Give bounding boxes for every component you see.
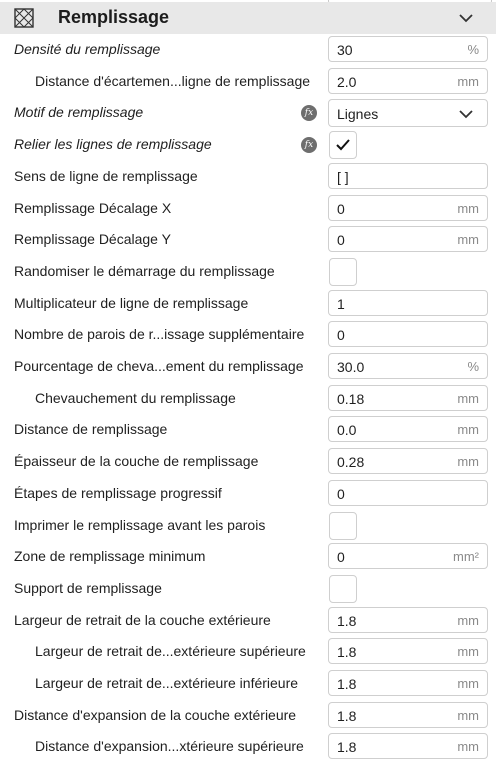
setting-unit: mm² (453, 549, 479, 565)
setting-value: 30 (337, 42, 353, 58)
setting-input[interactable] (328, 385, 488, 411)
setting-row-distance-d-expansion-xterieure-superieure (0, 731, 496, 763)
setting-input[interactable] (328, 36, 488, 62)
setting-label: Distance d'expansion...xtérieure supérieure (35, 738, 304, 755)
dropdown-value: Lignes (337, 106, 379, 123)
setting-label: Distance de remplissage (14, 421, 168, 438)
setting-row-distance-d-ecartemen-ligne-de-remplissage (0, 66, 496, 98)
setting-unit: mm (457, 73, 479, 89)
setting-unit: mm (457, 422, 479, 438)
section-title: Remplissage (58, 7, 170, 27)
setting-value: 30.0 (337, 359, 365, 375)
setting-value: 0 (337, 232, 345, 249)
setting-row-largeur-de-retrait-de-la-couche-exterieure (0, 605, 496, 637)
setting-row-nombre-de-parois-de-r-issage-supplementaire (0, 319, 496, 351)
setting-value: 1.8 (337, 707, 357, 724)
setting-input[interactable] (328, 68, 488, 94)
setting-label: Remplissage Décalage Y (14, 231, 171, 248)
setting-input[interactable] (328, 321, 488, 347)
setting-label: Largeur de retrait de...extérieure supérieure (35, 643, 306, 660)
setting-row-relier-les-lignes-de-remplissage (0, 129, 496, 161)
setting-row-imprimer-le-remplissage-avant-les-parois (0, 510, 496, 542)
setting-row-multiplicateur-de-ligne-de-remplissage (0, 288, 496, 320)
chevron-up-icon[interactable] (458, 12, 474, 24)
setting-label: Relier les lignes de remplissage (14, 136, 212, 153)
setting-input[interactable] (328, 353, 488, 379)
setting-label: Nombre de parois de r...issage supplémentaire (14, 326, 305, 343)
setting-dropdown[interactable] (328, 99, 488, 127)
setting-label: Support de remplissage (14, 579, 162, 596)
setting-row-sens-de-ligne-de-remplissage (0, 161, 496, 193)
setting-label: Zone de remplissage minimum (14, 548, 206, 565)
setting-row-largeur-de-retrait-de-exterieure-superieure (0, 636, 496, 668)
setting-label: Distance d'expansion de la couche extérieure (14, 706, 297, 723)
setting-value: 0 (337, 485, 345, 502)
setting-value: [ ] (337, 168, 349, 185)
setting-unit: mm (457, 612, 479, 628)
setting-input[interactable] (328, 480, 488, 506)
chevron-down-icon (459, 110, 473, 119)
setting-value: 1 (337, 295, 345, 312)
setting-checkbox[interactable] (329, 131, 357, 159)
setting-value: 0.0 (337, 422, 357, 439)
setting-unit: % (467, 42, 479, 57)
setting-label: Chevauchement du remplissage (35, 389, 236, 406)
setting-input[interactable] (328, 290, 488, 316)
setting-row-distance-de-remplissage (0, 414, 496, 446)
setting-value: 0.28 (337, 454, 365, 471)
setting-value: 2.0 (337, 73, 357, 90)
setting-input[interactable] (328, 416, 488, 442)
setting-input[interactable] (328, 195, 488, 221)
setting-label: Imprimer le remplissage avant les parois (14, 516, 266, 533)
setting-label: Largeur de retrait de...extérieure inférieure (35, 675, 299, 691)
setting-checkbox[interactable] (329, 258, 357, 286)
setting-label: Largeur de retrait de la couche extérieure (14, 611, 271, 628)
setting-value: 1.8 (337, 676, 357, 692)
setting-unit: mm (457, 644, 479, 660)
setting-unit: mm (457, 676, 479, 691)
section-header-infill[interactable] (0, 2, 496, 34)
setting-unit: mm (457, 390, 479, 406)
setting-value: 0 (337, 200, 345, 217)
setting-label: Randomiser le démarrage du remplissage (14, 262, 275, 279)
setting-unit: mm (457, 200, 479, 216)
setting-value: 0.18 (337, 390, 365, 407)
setting-row-motif-de-remplissage (0, 97, 496, 129)
setting-input[interactable] (328, 670, 488, 696)
setting-label: Sens de ligne de remplissage (14, 167, 198, 184)
setting-unit: mm (457, 739, 479, 755)
setting-row-etapes-de-remplissage-progressif (0, 478, 496, 510)
setting-input[interactable] (328, 543, 488, 569)
setting-value: 0 (337, 327, 345, 344)
function-icon[interactable]: fx (301, 105, 317, 121)
setting-label: Remplissage Décalage X (14, 199, 172, 216)
setting-row-chevauchement-du-remplissage (0, 383, 496, 415)
setting-value: 0 (337, 549, 345, 566)
setting-row-densite-du-remplissage (0, 34, 496, 66)
setting-row-distance-d-expansion-de-la-couche-exterieure (0, 700, 496, 732)
setting-value: 1.8 (337, 644, 357, 661)
setting-label: Pourcentage de cheva...ement du remplissage (14, 358, 304, 374)
setting-label: Densité du remplissage (14, 41, 161, 57)
setting-value: 1.8 (337, 612, 357, 629)
setting-row-support-de-remplissage (0, 573, 496, 605)
setting-unit: mm (457, 232, 479, 248)
setting-input[interactable] (328, 226, 488, 252)
function-icon[interactable]: fx (301, 137, 317, 153)
setting-unit: % (467, 359, 479, 374)
setting-input[interactable] (328, 448, 488, 474)
setting-row-epaisseur-de-la-couche-de-remplissage (0, 446, 496, 478)
setting-row-pourcentage-de-cheva-ement-du-remplissage (0, 351, 496, 383)
checkmark-icon (336, 139, 350, 151)
setting-label: Étapes de remplissage progressif (14, 484, 222, 501)
setting-row-remplissage-decalage-x (0, 193, 496, 225)
setting-label: Multiplicateur de ligne de remplissage (14, 294, 249, 311)
setting-input[interactable] (328, 607, 488, 633)
setting-input[interactable] (328, 702, 488, 728)
setting-unit: mm (457, 707, 479, 723)
setting-input[interactable] (328, 163, 488, 189)
setting-label: Motif de remplissage (14, 104, 144, 121)
setting-row-randomiser-le-demarrage-du-remplissage (0, 256, 496, 288)
setting-label: Épaisseur de la couche de remplissage (14, 453, 259, 470)
setting-input[interactable] (328, 733, 488, 759)
setting-row-largeur-de-retrait-de-exterieure-inferieure (0, 668, 496, 700)
setting-unit: mm (457, 454, 479, 470)
setting-checkbox[interactable] (329, 512, 357, 540)
setting-input[interactable] (328, 638, 488, 664)
setting-row-remplissage-decalage-y (0, 224, 496, 256)
setting-label: Distance d'écartemen...ligne de remplissage (35, 72, 311, 89)
setting-row-zone-de-remplissage-minimum (0, 541, 496, 573)
infill-pattern-icon (14, 8, 34, 28)
setting-checkbox[interactable] (329, 575, 357, 603)
setting-value: 1.8 (337, 739, 357, 756)
